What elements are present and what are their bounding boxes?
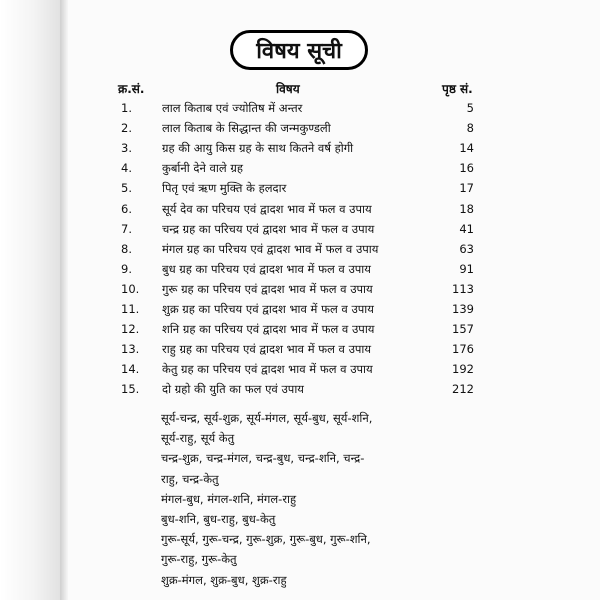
row-serial-number: 1.	[121, 101, 132, 115]
row-serial-number: 7.	[121, 221, 132, 236]
row-topic: गुरू ग्रह का परिचय एवं द्वादश भाव में फल व उपाय	[162, 281, 373, 296]
row-page-number: 192	[452, 362, 474, 377]
table-row	[0, 158, 600, 178]
table-row	[0, 178, 600, 198]
row-topic: चन्द्र ग्रह का परिचय एवं द्वादश भाव में फल व उपाय	[162, 221, 375, 236]
row-topic: लाल किताब एवं ज्योतिष में अन्तर	[162, 101, 303, 115]
row-serial-number: 12.	[121, 322, 140, 337]
table-row	[0, 118, 600, 138]
row-page-number: 18	[459, 201, 474, 216]
row-page-number: 8	[466, 121, 474, 136]
row-topic: शनि ग्रह का परिचय एवं द्वादश भाव में फल व उपाय	[162, 322, 375, 337]
row-page-number: 17	[459, 181, 474, 196]
conjunction-line: गुरू-सूर्य, गुरू-चन्द्र, गुरू-शुक्र, गुरू-बुध, गुरू-शनि,	[161, 532, 371, 547]
row-topic: ग्रह की आयु किस ग्रह के साथ कितने वर्ष होगी	[162, 141, 354, 156]
row-serial-number: 14.	[121, 362, 140, 377]
page-title: विषय सूची	[230, 30, 368, 70]
row-serial-number: 15.	[121, 382, 140, 397]
table-row	[0, 138, 600, 158]
row-serial-number: 6.	[121, 201, 132, 216]
conjunction-line: मंगल-बुध, मंगल-शनि, मंगल-राहु	[161, 491, 297, 506]
conjunction-line: बुध-शनि, बुध-राहु, बुध-केतु	[161, 512, 276, 526]
row-topic: सूर्य देव का परिचय एवं द्वादश भाव में फल व उपाय	[162, 201, 372, 216]
row-page-number: 139	[452, 302, 474, 316]
table-row	[0, 259, 600, 279]
conjunction-line: शुक्र-मंगल, शुक्र-बुध, शुक्र-राहु	[161, 572, 287, 587]
row-serial-number: 10.	[121, 281, 140, 296]
row-serial-number: 2.	[121, 121, 132, 136]
row-page-number: 14	[459, 141, 474, 156]
row-page-number: 212	[452, 382, 474, 397]
row-topic: केतु ग्रह का परिचय एवं द्वादश भाव में फल व उपाय	[162, 362, 373, 377]
table-row	[0, 199, 600, 219]
row-page-number: 113	[452, 281, 474, 296]
row-page-number: 16	[459, 161, 474, 176]
row-serial-number: 9.	[121, 261, 132, 276]
table-row	[0, 279, 600, 299]
row-topic: लाल किताब के सिद्धान्त की जन्मकुण्डली	[162, 121, 331, 136]
row-topic: पितृ एवं ऋण मुक्ति के हलदार	[162, 181, 287, 196]
table-row	[0, 319, 600, 339]
conjunction-line: चन्द्र-शुक्र, चन्द्र-मंगल, चन्द्र-बुध, चन्द्र-शनि, चन्द्र-	[161, 451, 365, 466]
conjunction-line: सूर्य-राहु, सूर्य केतु	[161, 431, 235, 446]
header-serial-number: क्र.सं.	[118, 82, 145, 96]
row-page-number: 157	[452, 322, 474, 337]
conjunction-line: गुरू-राहु, गुरू-केतु	[161, 552, 237, 567]
table-row	[0, 239, 600, 259]
row-page-number: 5	[466, 101, 474, 115]
row-page-number: 176	[452, 342, 474, 357]
table-row	[0, 339, 600, 359]
row-serial-number: 3.	[121, 141, 132, 156]
table-row	[0, 379, 600, 399]
table-row	[0, 299, 600, 319]
row-serial-number: 5.	[121, 181, 132, 196]
row-topic: दो ग्रहो की युति का फल एवं उपाय	[162, 382, 304, 397]
row-topic: मंगल ग्रह का परिचय एवं द्वादश भाव में फल व उपाय	[162, 241, 379, 256]
table-row	[0, 359, 600, 379]
conjunction-line: राहु, चन्द्र-केतु	[161, 471, 219, 486]
row-page-number: 91	[459, 261, 474, 276]
row-serial-number: 11.	[121, 302, 140, 316]
table-row	[0, 219, 600, 239]
row-topic: बुध ग्रह का परिचय एवं द्वादश भाव में फल व उपाय	[162, 261, 371, 276]
header-subject: विषय	[276, 82, 300, 96]
row-page-number: 63	[459, 241, 474, 256]
row-serial-number: 13.	[121, 342, 140, 357]
header-page-number: पृष्ठ सं.	[442, 82, 473, 96]
row-topic: राहु ग्रह का परिचय एवं द्वादश भाव में फल व उपाय	[162, 342, 372, 357]
row-topic: शुक्र ग्रह का परिचय एवं द्वादश भाव में फल व उपाय	[162, 302, 374, 316]
row-topic: कुर्बानी देने वाले ग्रह	[162, 161, 243, 176]
row-serial-number: 4.	[121, 161, 132, 176]
table-row	[0, 98, 600, 118]
row-serial-number: 8.	[121, 241, 132, 256]
conjunction-line: सूर्य-चन्द्र, सूर्य-शुक्र, सूर्य-मंगल, सूर्य-बुध, सूर्य-शनि,	[161, 411, 373, 425]
row-page-number: 41	[459, 221, 474, 236]
